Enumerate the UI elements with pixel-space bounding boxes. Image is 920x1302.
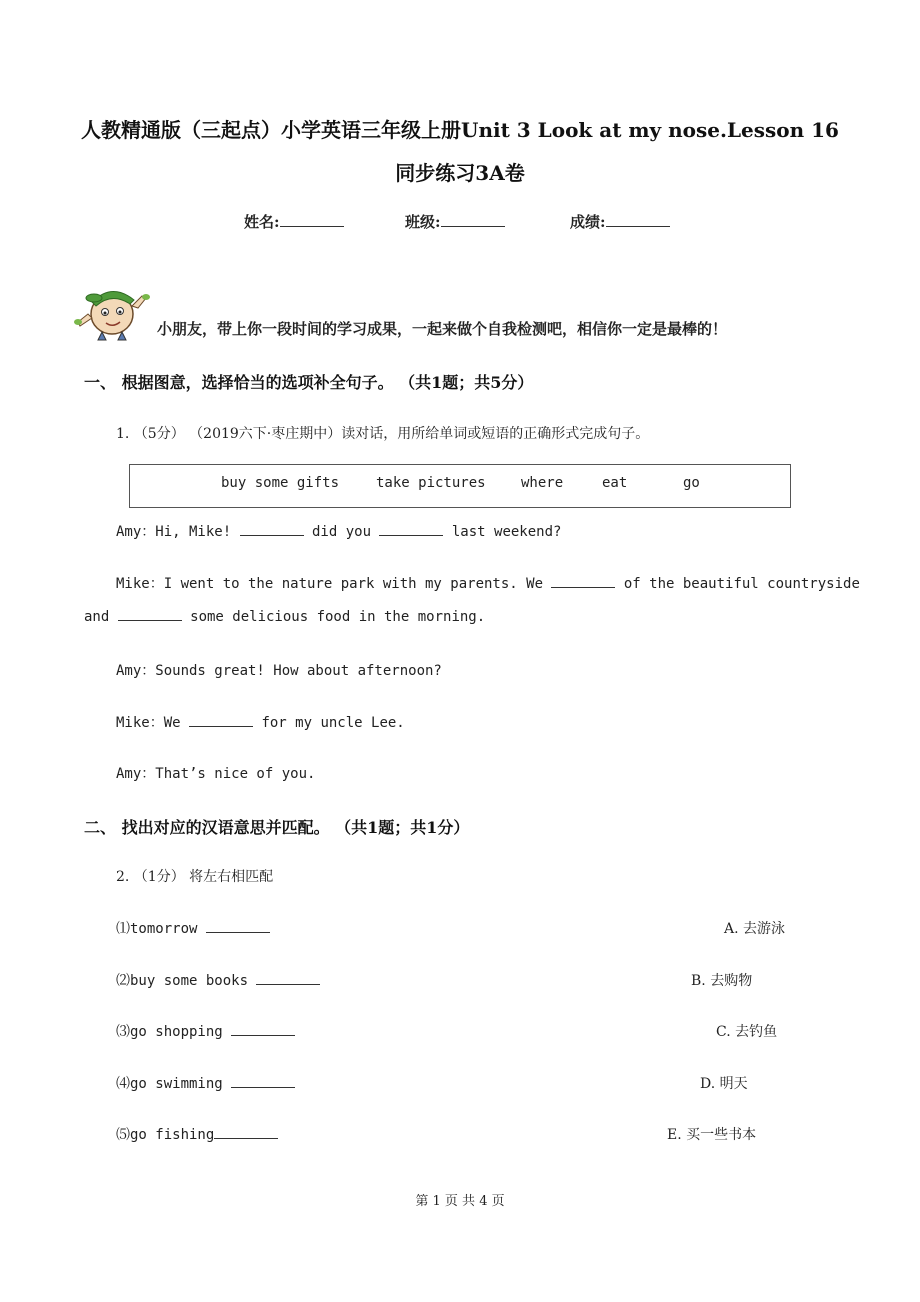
dialogue-line-2	[116, 573, 860, 593]
match-right-item: C. 去钓鱼	[716, 1024, 778, 1040]
name-field	[244, 211, 344, 232]
dialogue-text: Amy：Hi, Mike!	[116, 524, 240, 540]
match-left-item	[116, 970, 320, 990]
answer-blank[interactable]	[240, 534, 304, 536]
match-left-item	[116, 1124, 278, 1144]
word-bank-box	[129, 464, 791, 508]
page-number: 第 1 页 共 4 页	[415, 1194, 505, 1209]
question1-prefix: 1. （5分） （2019六下·枣庄期中）读对话，用所给单词或短语的正确形式完成句子。	[116, 426, 650, 442]
answer-blank[interactable]	[551, 586, 615, 588]
answer-blank[interactable]	[206, 931, 270, 933]
dialogue-text: last weekend?	[443, 524, 562, 540]
score-blank[interactable]	[606, 225, 670, 227]
match-left-text: ⑸go fishing	[116, 1127, 215, 1143]
answer-blank[interactable]	[231, 1086, 295, 1088]
dialogue-line-4: Amy：Sounds great! How about afternoon?	[116, 663, 442, 679]
dialogue-text: of the beautiful countryside	[615, 576, 860, 592]
cartoon-boy-mascot-icon	[72, 278, 152, 344]
word-bank-item: buy some gifts	[221, 475, 340, 491]
match-left-text: ⑴tomorrow	[116, 921, 206, 937]
dialogue-line-3	[84, 609, 485, 625]
word-bank-item: go	[683, 475, 700, 491]
score-field	[570, 211, 670, 232]
dialogue-text: Mike：We	[116, 715, 190, 731]
dialogue-line-5	[116, 712, 405, 732]
name-label: 姓名:	[244, 213, 280, 231]
dialogue-text: Mike：I went to the nature park with my parents. We	[116, 576, 552, 592]
match-right-item: A. 去游泳	[724, 921, 786, 937]
dialogue-text: for my uncle Lee.	[253, 715, 405, 731]
dialogue-text: did you	[303, 524, 380, 540]
match-left-item	[116, 1073, 295, 1093]
class-blank[interactable]	[441, 225, 505, 227]
answer-blank[interactable]	[214, 1137, 278, 1139]
answer-blank[interactable]	[189, 725, 253, 727]
section2-heading: 二、 找出对应的汉语意思并匹配。 （共1题；共1分）	[84, 818, 470, 837]
dialogue-line-1	[116, 521, 561, 541]
page-title-line1: 人教精通版（三起点）小学英语三年级上册Unit 3 Look at my nose.Lesson 16	[81, 118, 839, 142]
answer-blank[interactable]	[118, 619, 182, 621]
intro-text: 小朋友，带上你一段时间的学习成果，一起来做个自我检测吧，相信你一定是最棒的！	[157, 320, 728, 338]
dialogue-text: and	[84, 609, 118, 625]
word-bank-item: take pictures	[376, 475, 486, 491]
match-left-text: ⑷go swimming	[116, 1076, 232, 1092]
word-bank-item: eat	[602, 475, 628, 491]
score-label: 成绩:	[570, 213, 606, 231]
match-left-text: ⑵buy some books	[116, 973, 257, 989]
match-right-item: E. 买一些书本	[667, 1127, 757, 1143]
match-left-item	[116, 1021, 295, 1041]
question2-prefix: 2. （1分） 将左右相匹配	[116, 869, 274, 885]
answer-blank[interactable]	[379, 534, 443, 536]
section1-heading: 一、 根据图意，选择恰当的选项补全句子。 （共1题；共5分）	[84, 373, 534, 392]
class-label: 班级:	[405, 213, 441, 231]
dialogue-line-6: Amy：That’s nice of you.	[116, 766, 316, 782]
class-field	[405, 211, 505, 232]
name-blank[interactable]	[280, 225, 344, 227]
match-right-item: D. 明天	[700, 1076, 748, 1092]
page-title-line2: 同步练习3A卷	[395, 161, 525, 185]
match-left-item	[116, 918, 270, 938]
answer-blank[interactable]	[256, 983, 320, 985]
match-left-text: ⑶go shopping	[116, 1024, 232, 1040]
match-right-item: B. 去购物	[691, 973, 753, 989]
word-bank-item: where	[521, 475, 564, 491]
answer-blank[interactable]	[231, 1034, 295, 1036]
dialogue-text: some delicious food in the morning.	[181, 609, 486, 625]
